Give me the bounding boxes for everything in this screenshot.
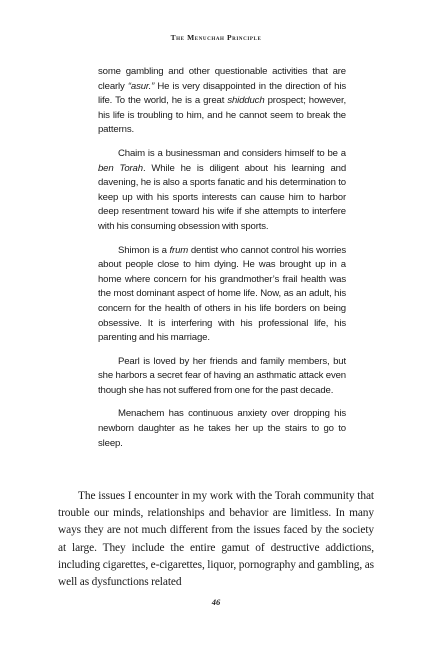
case-paragraph-3 [98, 244, 346, 346]
case-paragraph-1 [98, 65, 346, 138]
text-run: . While he is diligent about his learning and davening, he is also a sports fanatic and his determination to keep up with his sports interests can cause him to harbor deep resentment toward his wife if she attempts to interfere with his consuming obsession with sports. [98, 162, 347, 232]
italic-term: ben Torah [98, 162, 143, 174]
text-run: prospect; however, his life is troubling to him, and he cannot seem to break the patterns. [98, 95, 346, 136]
text-run: dentist who cannot control his worries about people close to him dying. He was brought up in a home where concern for his grandmother’s frail health was the most dominant aspect of home life. Now, as an adult, his concern for the health of others in his life borders on being obsessive. It is interfering with his professional life, his parenting and his marriage. [98, 244, 346, 344]
text-run: some gambling and other questionable activities that are clearly [98, 66, 346, 92]
case-examples-block [98, 65, 346, 460]
text-run: Chaim is a businessman and considers himself to be a [118, 147, 346, 159]
text-run: Shimon is a [118, 244, 170, 256]
italic-term: shidduch [227, 95, 265, 107]
case-paragraph-2 [98, 147, 346, 235]
case-paragraph-4: Pearl is loved by her friends and family members, but she harbors a secret fear of having an asthmatic attack even though she has not suffered from one for the past decade. [98, 355, 346, 396]
page-number: 46 [211, 597, 221, 607]
italic-term: “asur.” [127, 80, 155, 92]
italic-term: frum [169, 244, 189, 256]
case-paragraph-5: Menachem has continuous anxiety over dropping his newborn daughter as he takes her up the stairs to go to sleep. [98, 408, 346, 449]
text-run: He is very disappointed in the direction of his life. To the world, he is a great [98, 80, 346, 107]
body-paragraph: The issues I encounter in my work with the Torah community that trouble our minds, relationships and behavior are limitless. In many ways they are not much different from the issues faced by the society at large. They include the entire gamut of destructive addictions, including cigarettes, e-cigarettes, liquor, pornography and gambling, as well as dysfunctions related [58, 490, 374, 589]
running-head: The Menuchah Principle [170, 33, 262, 42]
body-text [58, 488, 374, 591]
